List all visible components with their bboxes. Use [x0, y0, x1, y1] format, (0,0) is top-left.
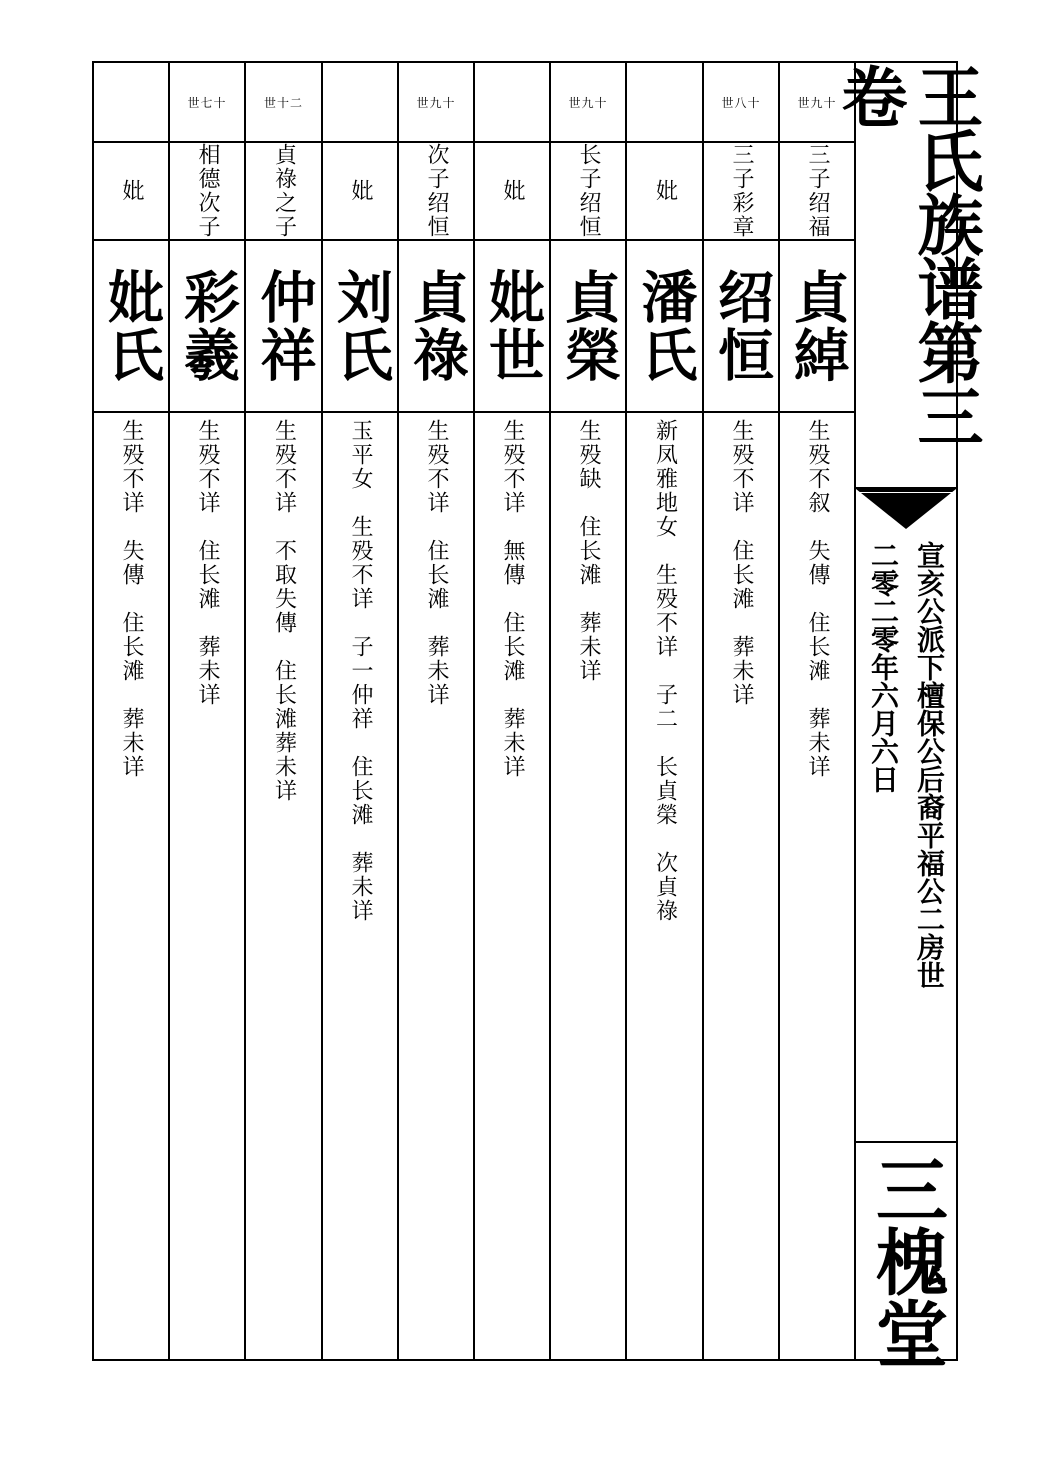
person-name: 貞祿	[404, 268, 469, 384]
relation-label: 妣	[500, 179, 525, 203]
person-detail: 玉平女 生殁不详 子一仲祥 住长滩 葬未详	[348, 419, 373, 923]
generation-label: 世九十	[568, 95, 608, 110]
person-detail: 生殁不详 不取失傳 住长滩葬未详	[271, 419, 297, 803]
ornament-line	[856, 492, 956, 493]
person-name: 绍恒	[709, 268, 774, 384]
generation-label	[475, 63, 549, 141]
relation-label: 妣	[348, 179, 373, 203]
hall-name: 三槐堂	[864, 1153, 948, 1369]
person-name: 妣世	[480, 268, 545, 384]
relation-label: 长子绍恒	[576, 143, 601, 239]
hall-divider	[856, 1141, 956, 1143]
column-3	[627, 63, 704, 1359]
person-detail: 生殁不叙 失傳 住长滩 葬未详	[805, 419, 830, 779]
person-name: 彩羲	[175, 268, 240, 384]
person-detail: 生殁缺 住长滩 葬未详	[576, 419, 601, 683]
person-detail: 生殁不详 住长滩 葬未详	[729, 419, 754, 707]
generation-label: 世九十	[416, 95, 456, 110]
generation-label: 世八十	[721, 95, 761, 110]
relation-label: 妣	[652, 179, 678, 203]
relation-label: 貞祿之子	[271, 143, 297, 239]
generation-label: 世九十	[797, 95, 837, 110]
title-panel	[830, 63, 983, 1369]
column-8	[246, 63, 323, 1359]
subtitle-block	[856, 541, 956, 1141]
relation-label: 三子彩章	[729, 143, 754, 239]
column-2	[704, 63, 780, 1359]
generation-label: 世十二	[263, 95, 303, 110]
relation-label: 妣	[119, 179, 144, 203]
column-9	[170, 63, 246, 1359]
person-name: 貞榮	[556, 268, 621, 384]
person-name: 妣氏	[99, 268, 164, 384]
person-name: 刘氏	[328, 268, 393, 384]
person-detail: 生殁不详 住长滩 葬未详	[424, 419, 449, 707]
column-6	[399, 63, 475, 1359]
person-detail: 生殁不详 失傳 住长滩 葬未详	[119, 419, 144, 779]
relation-label: 次子绍恒	[424, 143, 449, 239]
date-subtitle: 二零二零年六月六日	[867, 541, 900, 793]
relation-label: 相德次子	[195, 143, 220, 239]
person-name: 潘氏	[632, 268, 698, 384]
generation-label: 世七十	[187, 95, 227, 110]
generation-label	[323, 63, 397, 141]
generation-label	[94, 63, 168, 141]
genealogy-page	[92, 61, 983, 1369]
person-name: 貞綽	[785, 268, 850, 384]
book-title: 王氏族谱第三卷	[830, 63, 983, 447]
generation-label	[627, 63, 702, 141]
person-name: 仲祥	[251, 268, 317, 384]
column-5	[475, 63, 551, 1359]
person-detail: 生殁不详 無傳 住长滩 葬未详	[500, 419, 525, 779]
person-detail: 生殁不详 住长滩 葬未详	[195, 419, 220, 707]
column-7	[323, 63, 399, 1359]
column-10	[94, 63, 170, 1359]
person-detail: 新凤雅地女 生殁不详 子二 长貞榮 次貞祿	[652, 419, 678, 923]
column-4	[551, 63, 627, 1359]
lineage-subtitle: 宣亥公派下檀保公后裔平福公二房世	[913, 541, 946, 989]
triangle-ornament-icon	[856, 489, 956, 529]
relation-label: 三子绍福	[805, 143, 830, 239]
